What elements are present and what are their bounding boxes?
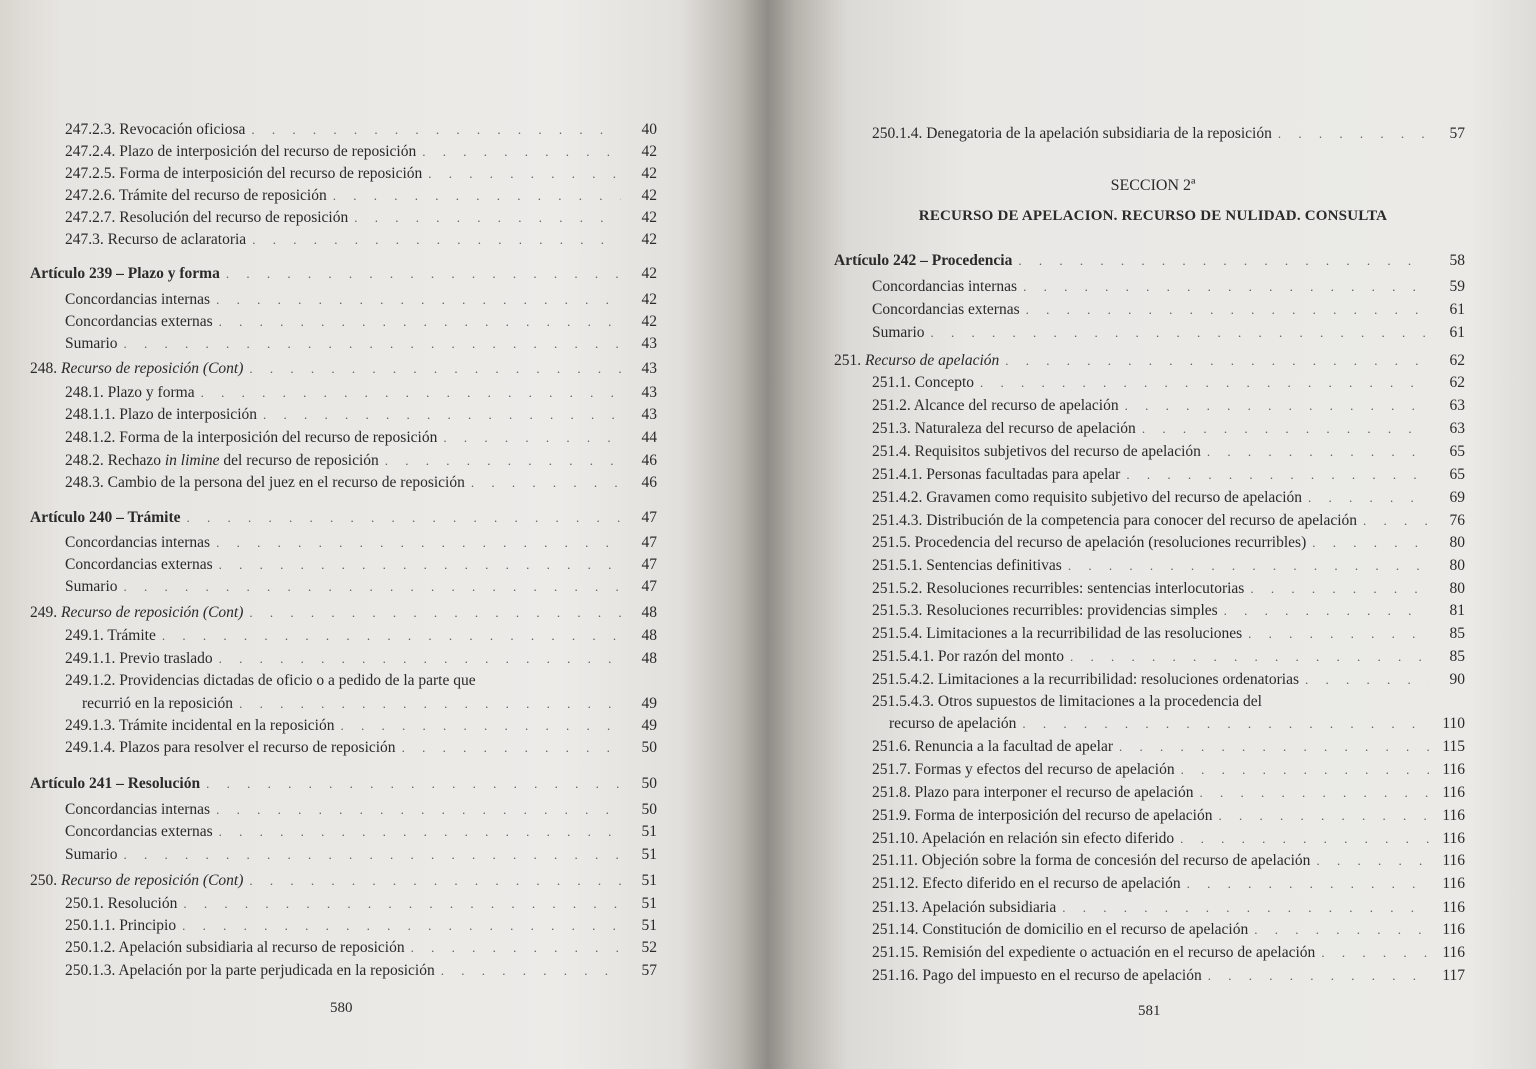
toc-entry: 248.2. Rechazo in limine del recurso de reposición . . . 46 <box>65 451 657 471</box>
toc-entry: 249.1. Trámite . . . 48 <box>65 626 657 646</box>
toc-entry: 251.5.4.1. Por razón del monto . . . 85 <box>872 647 1465 667</box>
toc-entry: 251.15. Remisión del expediente o actuación en el recurso de apelación . . . 116 <box>872 943 1465 963</box>
toc-entry: 251.2. Alcance del recurso de apelación . . . 63 <box>872 396 1465 416</box>
toc-entry: 247.2.4. Plazo de interposición del recurso de reposición . . . 42 <box>65 142 657 162</box>
toc-entry: 249.1.4. Plazos para resolver el recurso de reposición . . . 50 <box>65 738 657 758</box>
toc-entry: 251.4. Requisitos subjetivos del recurso de apelación . . . 65 <box>872 442 1465 462</box>
toc-section-heading: 251. Recurso de apelación . . . 62 <box>834 351 1465 371</box>
toc-entry: Sumario . . . 43 <box>65 334 657 354</box>
right-page <box>768 0 1536 1069</box>
toc-entry: Concordancias internas . . . 42 <box>65 290 657 310</box>
toc-entry: Concordancias internas . . . 50 <box>65 800 657 820</box>
toc-entry: 251.12. Efecto diferido en el recurso de apelación . . . 116 <box>872 874 1465 894</box>
toc-entry: 251.4.3. Distribución de la competencia para conocer del recurso de apelación . . . 76 <box>872 511 1465 531</box>
toc-entry: 251.16. Pago del impuesto en el recurso de apelación . . . 117 <box>872 966 1465 986</box>
section-subtitle: RECURSO DE APELACION. RECURSO DE NULIDAD. CONSULTA <box>918 208 1388 224</box>
toc-entry: 247.2.7. Resolución del recurso de reposición . . . 42 <box>65 208 657 228</box>
toc-entry: 251.5.4. Limitaciones a la recurribilidad de las resoluciones . . . 85 <box>872 624 1465 644</box>
toc-entry: 251.5.1. Sentencias definitivas . . . 80 <box>872 556 1465 576</box>
toc-entry: 248.1. Plazo y forma . . . 43 <box>65 383 657 403</box>
toc-article-heading: Artículo 240 – Trámite . . . 47 <box>30 508 657 528</box>
toc-entry: 251.4.1. Personas facultadas para apelar . . . 65 <box>872 465 1465 485</box>
toc-section-heading: 248. Recurso de reposición (Cont) . . . 43 <box>30 359 657 379</box>
toc-entry: 248.3. Cambio de la persona del juez en el recurso de reposición . . . 46 <box>65 473 657 493</box>
toc-entry: Sumario . . . 47 <box>65 577 657 597</box>
toc-section-heading: 249. Recurso de reposición (Cont) . . . 48 <box>30 603 657 623</box>
toc-entry-line: 249.1.2. Providencias dictadas de oficio o a pedido de la parte que <box>65 672 476 689</box>
toc-entry: 247.3. Recurso de aclaratoria . . . 42 <box>65 230 657 250</box>
toc-entry: 250.1.4. Denegatoria de la apelación subsidiaria de la reposición . . . 57 <box>872 124 1465 144</box>
toc-entry: 251.8. Plazo para interponer el recurso de apelación . . . 116 <box>872 783 1465 803</box>
toc-entry: Concordancias externas . . . 51 <box>65 822 657 842</box>
toc-entry: 251.10. Apelación en relación sin efecto diferido . . . 116 <box>872 829 1465 849</box>
toc-entry: Concordancias externas . . . 42 <box>65 312 657 332</box>
toc-entry: 251.13. Apelación subsidiaria . . . 116 <box>872 898 1465 918</box>
toc-article-heading: Artículo 241 – Resolución . . . 50 <box>30 774 657 794</box>
toc-entry: Concordancias externas . . . 47 <box>65 555 657 575</box>
toc-entry: 248.1.2. Forma de la interposición del recurso de reposición . . . 44 <box>65 428 657 448</box>
table-of-contents-right <box>768 0 1536 1069</box>
toc-entry: 251.3. Naturaleza del recurso de apelación . . . 63 <box>872 419 1465 439</box>
toc-entry: Concordancias internas . . . 59 <box>872 277 1465 297</box>
toc-entry: 247.2.5. Forma de interposición del recurso de reposición . . . 42 <box>65 164 657 184</box>
toc-entry: 251.5.4.2. Limitaciones a la recurribilidad: resoluciones ordenatorias . . . 90 <box>872 670 1465 690</box>
toc-entry: 250.1. Resolución . . . 51 <box>65 894 657 914</box>
toc-entry: 251.14. Constitución de domicilio en el recurso de apelación . . . 116 <box>872 920 1465 940</box>
toc-entry: 251.9. Forma de interposición del recurso de apelación . . . 116 <box>872 806 1465 826</box>
toc-entry: 249.1.1. Previo traslado . . . 48 <box>65 649 657 669</box>
toc-entry: 247.2.6. Trámite del recurso de reposición . . . 42 <box>65 186 657 206</box>
toc-article-heading: Artículo 242 – Procedencia . . . 58 <box>834 251 1465 271</box>
toc-entry: recurrió en la reposición . . . 49 <box>82 694 657 714</box>
toc-entry: 251.4.2. Gravamen como requisito subjetivo del recurso de apelación . . . 69 <box>872 488 1465 508</box>
toc-entry: 251.11. Objeción sobre la forma de concesión del recurso de apelación . . . 116 <box>872 851 1465 871</box>
toc-entry: 251.5. Procedencia del recurso de apelación (resoluciones recurribles) . . . 80 <box>872 533 1465 553</box>
toc-section-heading: 250. Recurso de reposición (Cont) . . . 51 <box>30 871 657 891</box>
toc-entry: 251.7. Formas y efectos del recurso de apelación . . . 116 <box>872 760 1465 780</box>
toc-entry: Sumario . . . 51 <box>65 845 657 865</box>
page-number: 581 <box>1138 1003 1161 1019</box>
toc-entry: Sumario . . . 61 <box>872 323 1465 343</box>
toc-entry: 251.1. Concepto . . . 62 <box>872 373 1465 393</box>
toc-entry-line: 251.5.4.3. Otros supuestos de limitaciones a la procedencia del <box>872 693 1262 710</box>
toc-entry: 250.1.3. Apelación por la parte perjudicada en la reposición . . . 57 <box>65 961 657 981</box>
toc-entry: 251.5.3. Resoluciones recurribles: providencias simples . . . 81 <box>872 601 1465 621</box>
page-number: 580 <box>330 1000 353 1016</box>
toc-entry: 249.1.3. Trámite incidental en la reposición . . . 49 <box>65 716 657 736</box>
toc-entry: recurso de apelación . . . 110 <box>889 714 1465 734</box>
toc-entry: Concordancias internas . . . 47 <box>65 533 657 553</box>
toc-entry: 248.1.1. Plazo de interposición . . . 43 <box>65 405 657 425</box>
section-title: SECCION 2ª <box>1110 177 1196 194</box>
toc-entry: 250.1.1. Principio . . . 51 <box>65 916 657 936</box>
toc-entry: 251.6. Renuncia a la facultad de apelar . . . 115 <box>872 737 1465 757</box>
toc-entry: 247.2.3. Revocación oficiosa . . . 40 <box>65 120 657 140</box>
toc-entry: 250.1.2. Apelación subsidiaria al recurso de reposición . . . 52 <box>65 938 657 958</box>
toc-entry: 251.5.2. Resoluciones recurribles: sentencias interlocutorias . . . 80 <box>872 579 1465 599</box>
toc-entry: Concordancias externas . . . 61 <box>872 300 1465 320</box>
toc-article-heading: Artículo 239 – Plazo y forma . . . 42 <box>30 264 657 284</box>
